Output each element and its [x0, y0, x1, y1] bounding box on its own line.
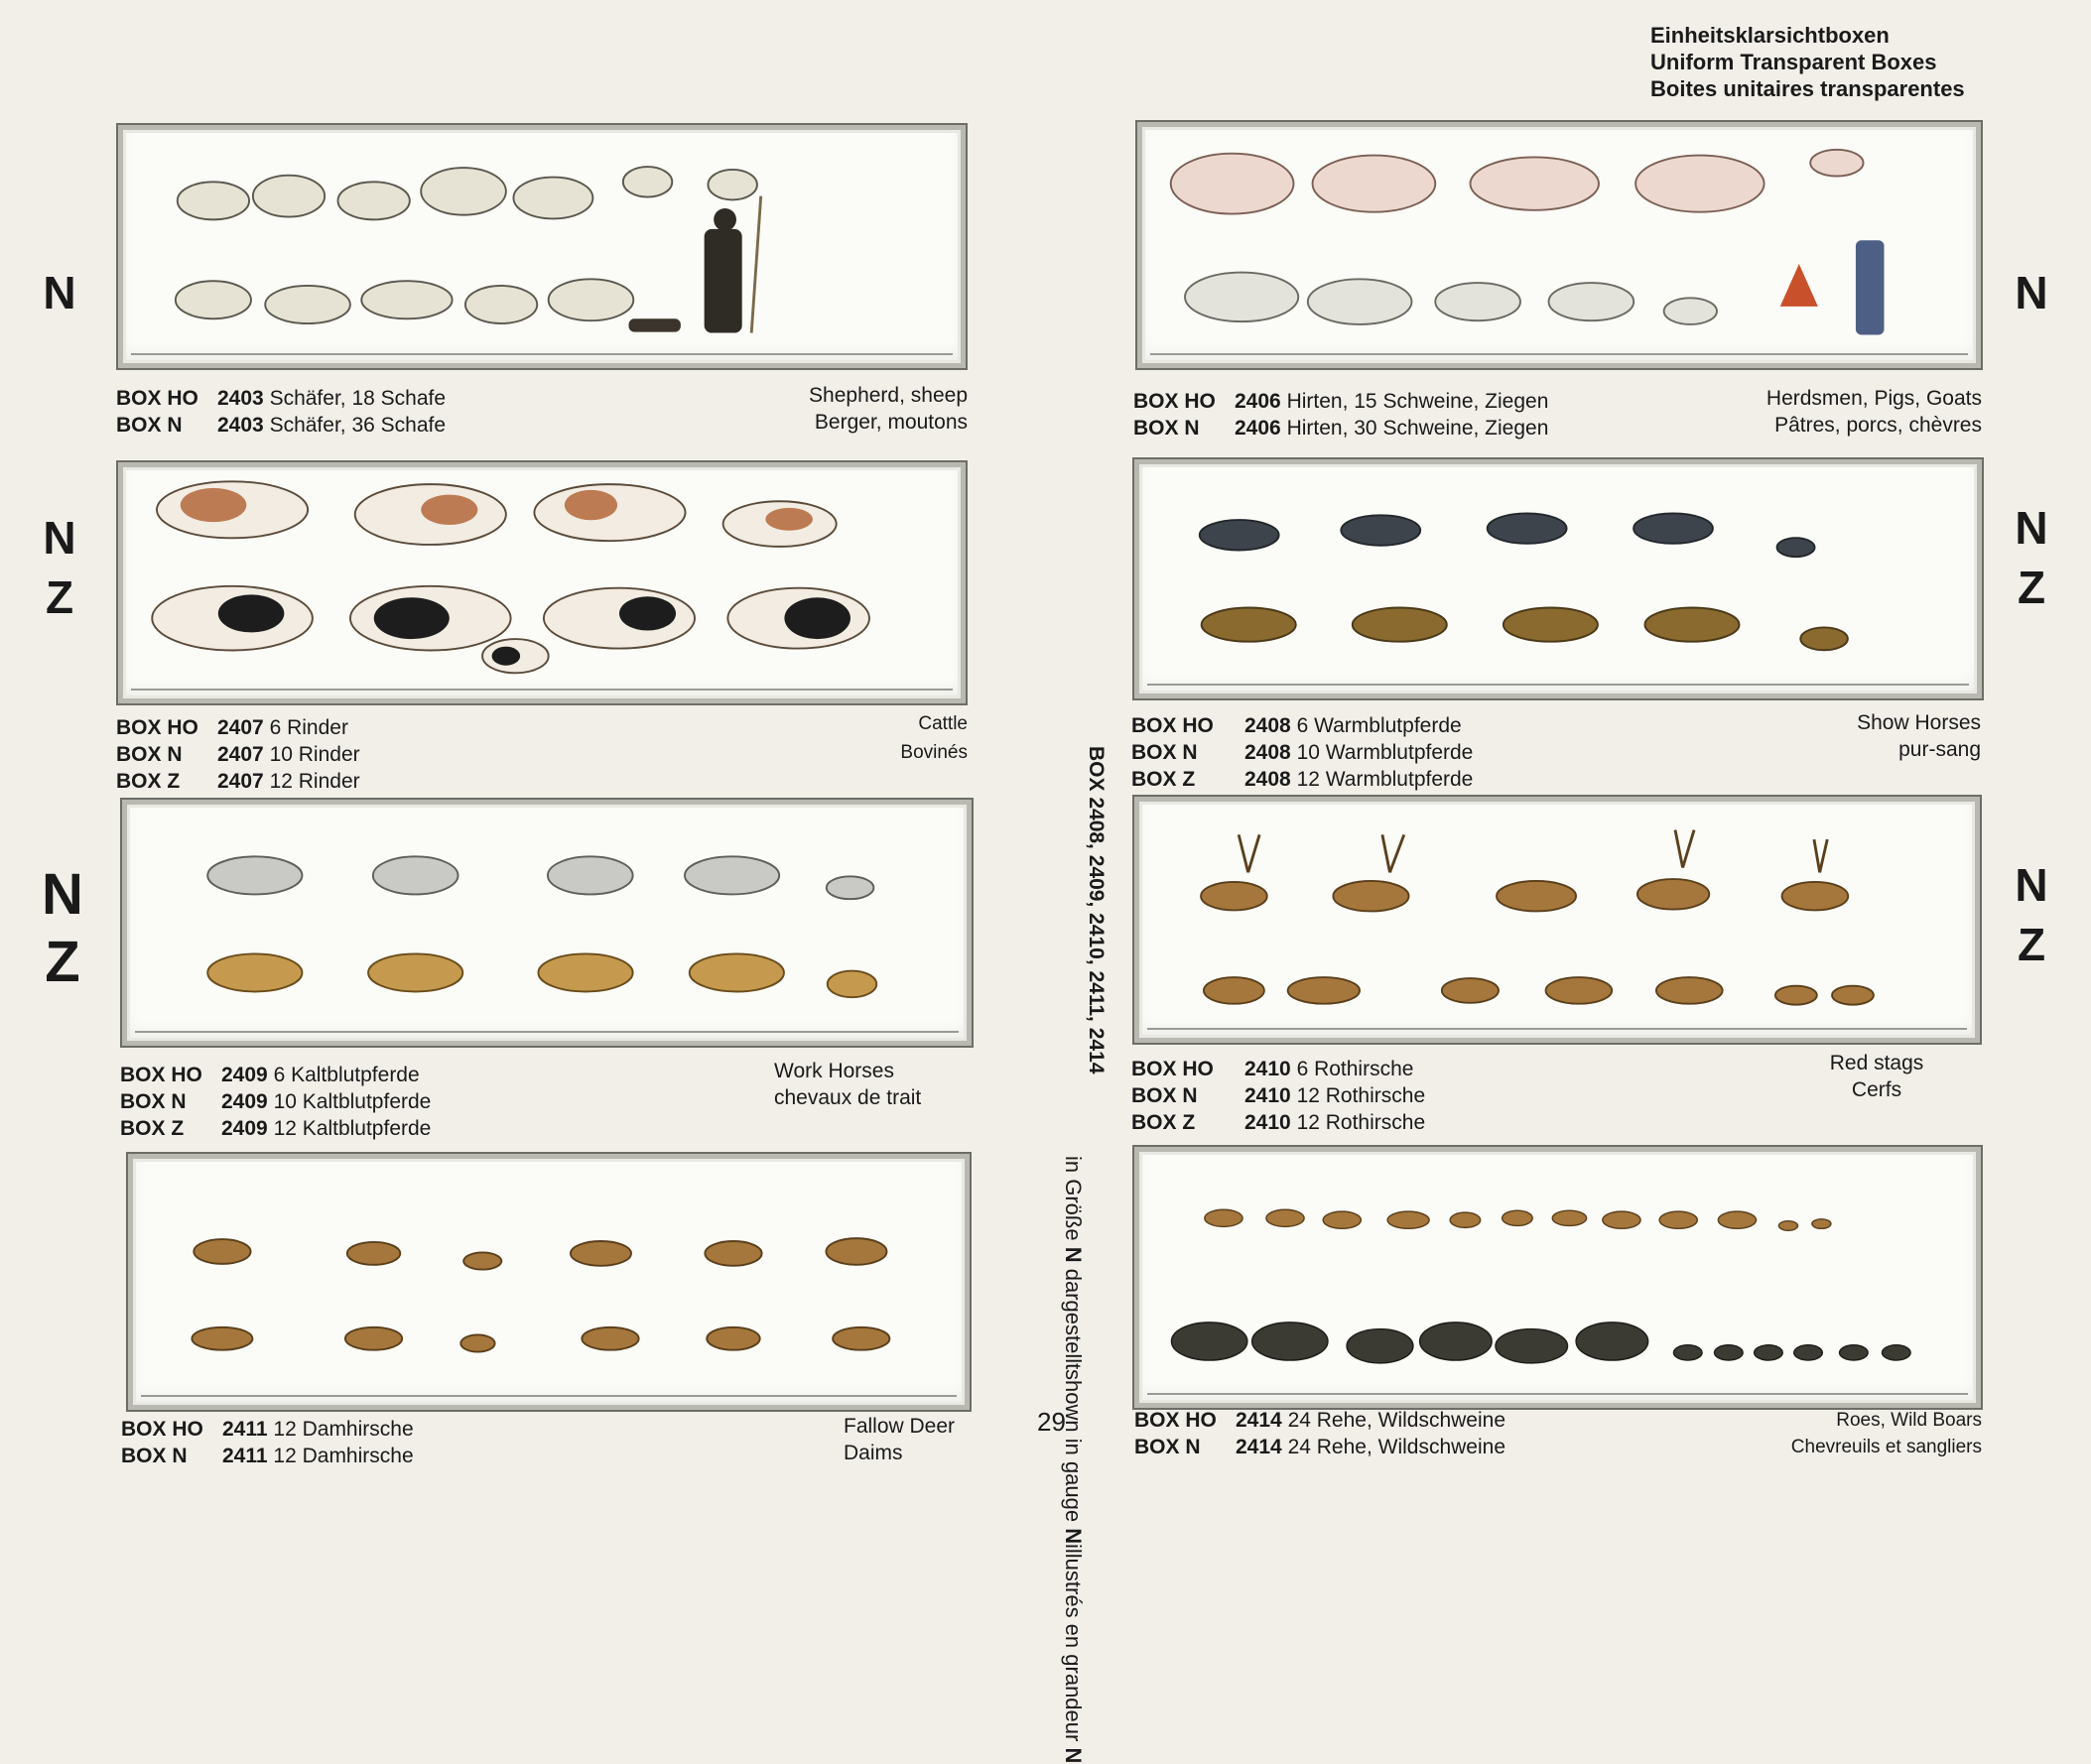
header-french: Boites unitaires transparentes: [1650, 76, 1965, 101]
work-horse-figures: [127, 805, 967, 1041]
header-german: Einheitsklarsichtboxen: [1650, 23, 1890, 48]
box-description: 12 Damhirsche: [273, 1418, 414, 1441]
box-description: 12 Warmblutpferde: [1296, 768, 1474, 791]
box-number: 2407: [217, 743, 264, 766]
box-label: BOX Z: [116, 770, 181, 793]
cattle-figures: [123, 467, 961, 698]
translation-2410: [1796, 1050, 1957, 1103]
box-label: BOX N: [1133, 417, 1200, 440]
caption-row: [1134, 1434, 1505, 1460]
box-description: 6 Rothirsche: [1296, 1058, 1414, 1080]
box-number: 2414: [1236, 1436, 1282, 1458]
box-label: BOX N: [121, 1445, 188, 1467]
box-label: BOX HO: [116, 716, 198, 739]
gauge-letter: Z: [45, 571, 74, 623]
product-box-2409: [121, 799, 973, 1047]
caption-row: [1134, 1407, 1505, 1434]
box-floor: [135, 1031, 959, 1033]
note-text: shown in gauge: [1061, 1369, 1086, 1529]
box-label: BOX HO: [1131, 1058, 1214, 1080]
english-caption: Cattle: [918, 713, 968, 734]
box-number: 2408: [1244, 768, 1291, 791]
box-description: 10 Rinder: [269, 743, 360, 766]
box-number: 2409: [221, 1064, 268, 1086]
box-label: BOX N: [116, 414, 183, 437]
translation-2408: [1766, 709, 1981, 763]
gauge-letter: N: [42, 862, 83, 927]
gauge-letter: Z: [45, 930, 80, 994]
french-caption: Chevreuils et sangliers: [1790, 1437, 1982, 1457]
box-description: Schäfer, 18 Schafe: [269, 387, 447, 410]
box-number: 2408: [1244, 714, 1291, 737]
gauge-letter: N: [43, 512, 76, 564]
box-description: Hirten, 30 Schweine, Ziegen: [1286, 417, 1549, 440]
gauge-label: [35, 508, 84, 627]
caption-row: [1131, 739, 1473, 766]
gauge-letter: N: [2015, 859, 2048, 911]
box-floor: [1147, 1028, 1967, 1030]
caption-row: [116, 714, 360, 741]
caption-row: [1131, 1056, 1425, 1082]
box-number: 2410: [1244, 1111, 1291, 1134]
caption-2410: [1131, 1056, 1425, 1136]
caption-row: [1131, 1109, 1425, 1136]
gauge-note-lines: [1058, 1156, 1088, 1764]
box-number: 2410: [1244, 1084, 1291, 1107]
product-box-2408: [1133, 458, 1983, 699]
english-caption: Fallow Deer: [844, 1415, 956, 1438]
box-label: BOX HO: [121, 1418, 203, 1441]
caption-row: [1133, 415, 1548, 441]
box-description: 6 Rinder: [269, 716, 348, 739]
caption-2409: [120, 1062, 431, 1142]
box-label: BOX HO: [1133, 390, 1216, 413]
caption-2403: [116, 385, 446, 439]
box-label: BOX N: [1134, 1436, 1201, 1458]
box-number: 2410: [1244, 1058, 1291, 1080]
caption-row: [116, 412, 446, 439]
translation-2406: [1692, 385, 1982, 439]
english-caption: Roes, Wild Boars: [1836, 1410, 1982, 1431]
product-box-2406: [1136, 121, 1982, 369]
product-box-2414: [1133, 1146, 1982, 1409]
box-description: 12 Rinder: [269, 770, 360, 793]
box-description: 10 Kaltblutpferde: [273, 1090, 432, 1113]
box-description: 24 Rehe, Wildschweine: [1287, 1436, 1506, 1458]
note-gauge: N: [1061, 1747, 1086, 1764]
gauge-label: [2007, 855, 2056, 974]
header-english: Uniform Transparent Boxes: [1650, 50, 1937, 74]
box-floor: [141, 1395, 957, 1397]
note-gauge: N: [1061, 1246, 1086, 1263]
box-label: BOX HO: [1131, 714, 1214, 737]
box-number: 2406: [1235, 417, 1281, 440]
box-label: BOX Z: [120, 1117, 185, 1140]
box-number: 2407: [217, 770, 264, 793]
caption-row: [121, 1443, 414, 1469]
gauge-label: N: [43, 267, 76, 318]
box-label: BOX Z: [1131, 1111, 1196, 1134]
product-box-2403: [117, 124, 967, 369]
box-number: 2408: [1244, 741, 1291, 764]
caption-row: [1131, 1082, 1425, 1109]
box-description: 24 Rehe, Wildschweine: [1287, 1409, 1506, 1432]
caption-row: [120, 1115, 431, 1142]
box-description: 6 Warmblutpferde: [1296, 714, 1462, 737]
gauge-label: [2007, 498, 2056, 617]
french-caption: pur-sang: [1898, 738, 1981, 761]
gauge-letter: Z: [2017, 919, 2046, 970]
box-floor: [1147, 1393, 1968, 1395]
fallow-deer-figures: [133, 1159, 965, 1405]
box-label: BOX N: [116, 743, 183, 766]
box-label: BOX HO: [120, 1064, 202, 1086]
caption-row: [116, 768, 360, 795]
english-caption: Shepherd, sheep: [809, 384, 968, 407]
caption-row: [120, 1088, 431, 1115]
box-label: BOX N: [1131, 1084, 1198, 1107]
note-text: in Größe: [1061, 1156, 1086, 1247]
english-caption: Work Horses: [774, 1060, 894, 1082]
page-number: 29: [1037, 1407, 1066, 1437]
french-caption: Berger, moutons: [814, 411, 968, 434]
box-number: 2407: [217, 716, 264, 739]
box-number: 2403: [217, 414, 264, 437]
box-label: BOX Z: [1131, 768, 1196, 791]
english-caption: Red stags: [1829, 1052, 1924, 1074]
gauge-label: [38, 861, 87, 996]
french-caption: chevaux de trait: [774, 1086, 922, 1109]
box-number: 2414: [1236, 1409, 1282, 1432]
french-caption: Cerfs: [1851, 1078, 1902, 1101]
product-box-2411: [127, 1153, 971, 1411]
product-box-2407: [117, 461, 967, 704]
box-floor: [131, 353, 953, 355]
caption-row: [1131, 766, 1473, 793]
box-floor: [1150, 353, 1968, 355]
note-gauge: N: [1061, 1528, 1086, 1545]
box-description: 12 Rothirsche: [1296, 1111, 1426, 1134]
box-floor: [1147, 684, 1969, 686]
gauge-letter: Z: [2017, 562, 2046, 613]
translation-2409: [774, 1058, 973, 1111]
translation-2403: [695, 382, 968, 436]
caption-2408: [1131, 712, 1473, 793]
note-text: dargestellt: [1061, 1262, 1086, 1370]
pig-goat-figures: [1142, 127, 1976, 363]
box-number: 2411: [222, 1445, 268, 1467]
gutter-box-numbers: BOX 2408, 2409, 2410, 2411, 2414: [1085, 746, 1108, 1074]
box-number: 2411: [222, 1418, 268, 1441]
catalog-header: [1650, 22, 1965, 102]
caption-row: [116, 741, 360, 768]
show-horse-figures: [1139, 464, 1977, 693]
caption-row: [120, 1062, 431, 1088]
box-description: 12 Kaltblutpferde: [273, 1117, 432, 1140]
gauge-note-german: [1058, 1156, 1088, 1369]
box-label: BOX N: [120, 1090, 187, 1113]
note-text: illustrés en grandeur: [1061, 1544, 1086, 1748]
box-description: 12 Rothirsche: [1296, 1084, 1426, 1107]
box-description: 6 Kaltblutpferde: [273, 1064, 420, 1086]
sheep-figures: [123, 130, 961, 363]
box-label: BOX N: [1131, 741, 1198, 764]
box-description: 12 Damhirsche: [273, 1445, 414, 1467]
box-description: Hirten, 15 Schweine, Ziegen: [1286, 390, 1549, 413]
translation-2407: [794, 709, 968, 767]
box-description: 10 Warmblutpferde: [1296, 741, 1474, 764]
french-caption: Daims: [844, 1442, 903, 1464]
caption-2414: [1134, 1407, 1505, 1460]
caption-2411: [121, 1416, 414, 1469]
caption-row: [116, 385, 446, 412]
translation-2414: [1727, 1407, 1982, 1460]
product-box-2410: [1133, 796, 1981, 1044]
translation-2411: [844, 1413, 973, 1466]
box-label: BOX HO: [1134, 1409, 1217, 1432]
box-floor: [131, 689, 953, 691]
box-number: 2406: [1235, 390, 1281, 413]
gauge-label: N: [2015, 267, 2048, 318]
box-label: BOX HO: [116, 387, 198, 410]
gauge-note-french: [1058, 1544, 1088, 1763]
english-caption: Show Horses: [1857, 711, 1981, 734]
caption-row: [1133, 388, 1548, 415]
roe-boar-figures: [1139, 1152, 1976, 1403]
caption-row: [121, 1416, 414, 1443]
box-number: 2409: [221, 1117, 268, 1140]
red-stag-figures: [1139, 802, 1975, 1038]
box-number: 2403: [217, 387, 264, 410]
english-caption: Herdsmen, Pigs, Goats: [1765, 387, 1982, 410]
gauge-note-english: [1058, 1369, 1088, 1544]
caption-2407: [116, 714, 360, 795]
caption-2406: [1133, 388, 1548, 441]
box-description: Schäfer, 36 Schafe: [269, 414, 447, 437]
box-number: 2409: [221, 1090, 268, 1113]
caption-row: [1131, 712, 1473, 739]
french-caption: Bovinés: [900, 742, 968, 763]
gauge-letter: N: [2015, 502, 2048, 554]
french-caption: Pâtres, porcs, chèvres: [1774, 414, 1982, 437]
